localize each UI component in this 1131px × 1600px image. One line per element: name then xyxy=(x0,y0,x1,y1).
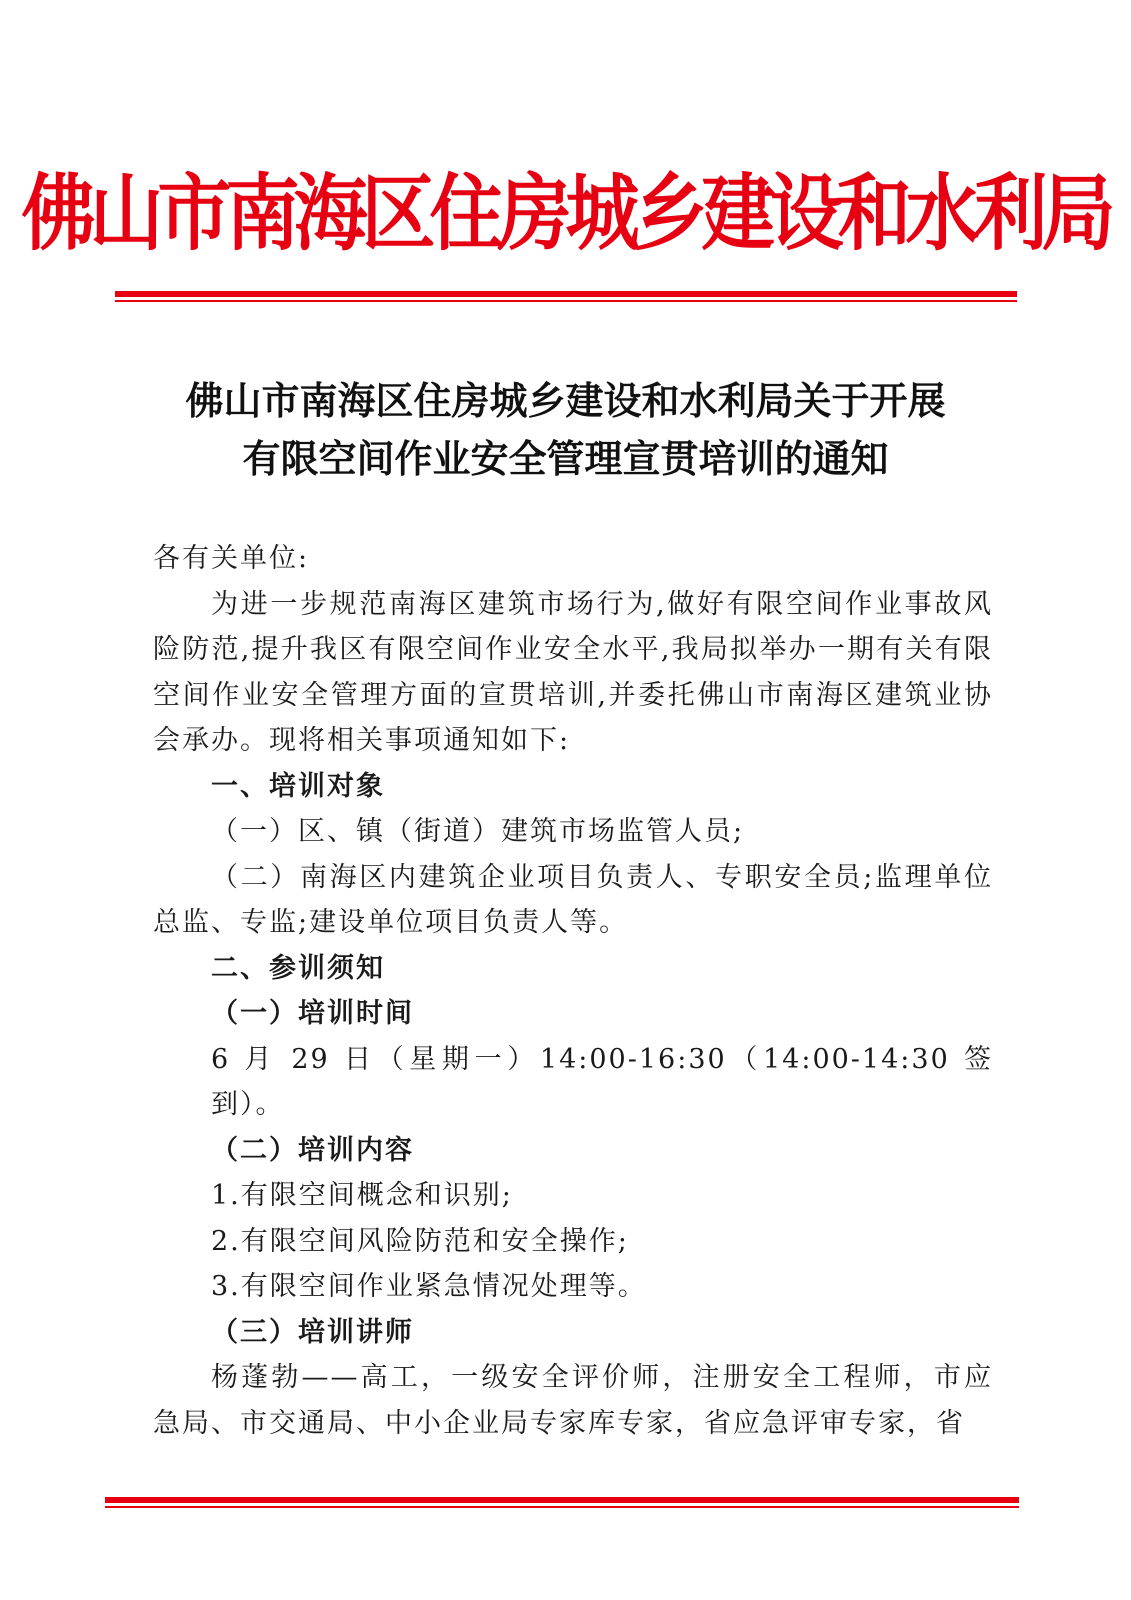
subheading-training-time: （一）培训时间 xyxy=(211,998,414,1029)
section-heading-notes: 二、参训须知 xyxy=(211,952,385,984)
subheading-training-content: （二）培训内容 xyxy=(211,1134,414,1166)
training-time-text: 6 月 29 日（星期一）14:00-16:30（14:00-14:30 签到）。 xyxy=(211,1043,993,1120)
document-title-line-2: 有限空间作业安全管理宣贯培训的通知 xyxy=(242,436,889,481)
section-heading-training-targets: 一、培训对象 xyxy=(211,770,385,802)
footer-red-rule-thick xyxy=(105,1497,1019,1503)
document-title xyxy=(120,372,1011,488)
salutation: 各有关单位: xyxy=(153,543,310,574)
content-item-3: 3.有限空间作业紧急情况处理等。 xyxy=(211,1271,647,1302)
footer-red-rule-thin xyxy=(105,1506,1019,1508)
intro-paragraph: 为进一步规范南海区建筑市场行为,做好有限空间作业事故风险防范,提升我区有限空间作业安全水平,我局拟举办一期有关有限空间作业安全管理方面的宣贯培训,并委托佛山市南海区建筑业协会承办。现将相关事项通知如下: xyxy=(153,588,993,756)
letterhead-org-name: 佛山市南海区住房城乡建设和水利局 xyxy=(21,165,1110,263)
letterhead-red-rule-thin xyxy=(115,300,1017,302)
lecturer-paragraph: 杨蓬勃——高工，一级安全评价师，注册安全工程师，市应急局、市交通局、中小企业局专家库专家，省应急评审专家，省 xyxy=(153,1362,993,1439)
target-item-1: （一）区、镇（街道）建筑市场监管人员; xyxy=(211,816,745,847)
document-body xyxy=(153,536,993,1446)
content-item-2: 2.有限空间风险防范和安全操作; xyxy=(211,1225,629,1257)
document-title-line-1: 佛山市南海区住房城乡建设和水利局关于开展 xyxy=(185,378,946,423)
content-item-1: 1.有限空间概念和识别; xyxy=(211,1180,513,1211)
target-item-2: （二）南海区内建筑企业项目负责人、专职安全员;监理单位总监、专监;建设单位项目负责人等。 xyxy=(153,861,993,938)
letterhead-red-rule-thick xyxy=(115,291,1017,297)
subheading-lecturer: （三）培训讲师 xyxy=(211,1316,414,1348)
